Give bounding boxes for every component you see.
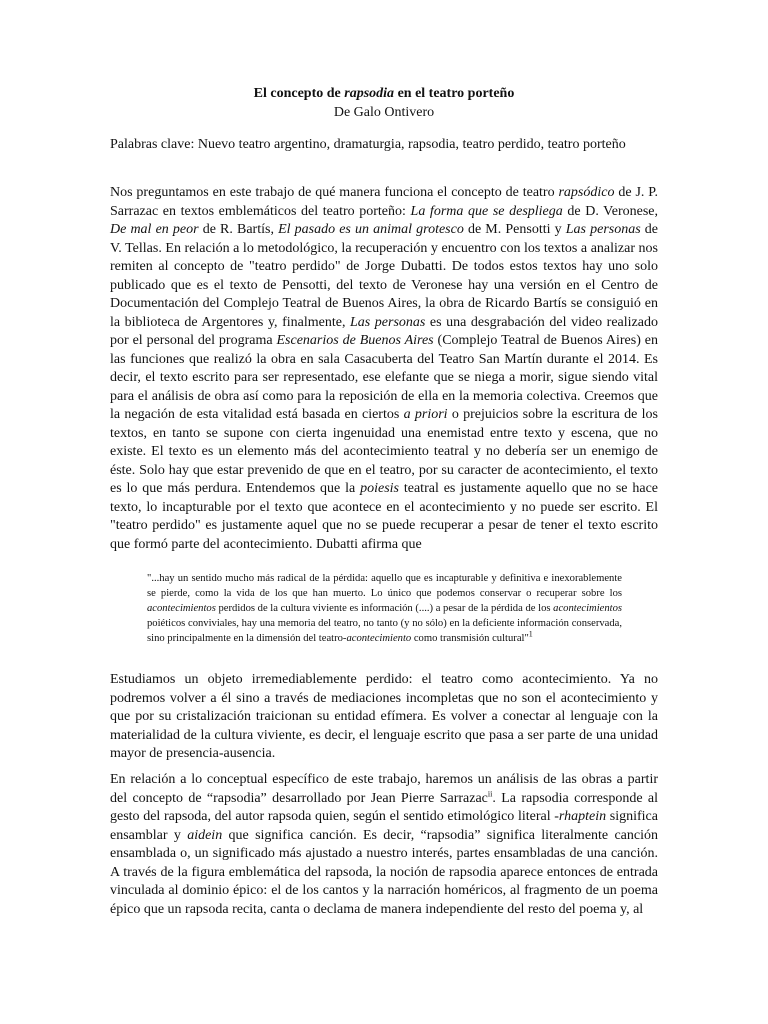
text-run: de D. Veronese, [562, 203, 658, 219]
text-run: o prejuicios sobre la escritura de los textos, en tanto se supone con cierta ingenuidad una enemistad entre texto y escena, que no existe. El texto es un elemento más del acontecimiento teatral y no debería ser un enemigo de éste. Solo hay que estar prevenido de que en el teatro, por su caracter de acontecimiento, el texto es lo que más perdura. Entendemos que la [110, 407, 658, 496]
document-title [0, 84, 768, 122]
italic-run: acontecimientos [147, 603, 216, 614]
paragraph-3 [110, 771, 658, 919]
text-run: . La rapsodia corresponde al gesto del rapsoda, del autor rapsoda quien, según el sentido etimológico literal - [110, 790, 658, 824]
italic-run: Escenarios de Buenos Aires [276, 333, 434, 348]
text-run: significa ensamblar y [110, 809, 658, 843]
text-run: perdidos de la cultura viviente es información (....) a pesar de la pérdida de los [215, 603, 554, 614]
text-run: de M. Pensotti y [463, 222, 566, 237]
text-run: Estudiamos un objeto irremediablemente perdido: el teatro como acontecimiento. Ya no podremos volver a él sino a través de mediaciones incompletas que no son el acontecimiento y que por su cristalización traicionan su entidad efímera. Es volver a conectar al lenguaje con la materialidad de la cultura viviente, es decir, el lenguaje escrito que pasa a ser parte de una unidad mayor de presencia-ausencia. [110, 672, 658, 761]
title-line: El concepto de rapsodia en el teatro porteño [253, 86, 515, 101]
italic-run: La forma que se despliega [410, 203, 563, 219]
italic-run: De mal en peor [110, 222, 199, 237]
footnote-marker: ii [487, 788, 493, 798]
italic-run: Las personas [565, 222, 641, 237]
italic-run: aidein [187, 827, 223, 843]
italic-run: a priori [403, 407, 448, 422]
author-line: De Galo Ontivero [333, 105, 435, 120]
italic-run: El pasado es un animal grotesco [278, 222, 464, 237]
text-run: de R. Bartís, [198, 222, 279, 237]
text-run: poiéticos conviviales, hay una memoria del teatro, no tanto (y no sólo) en la deficiente información conservada, sino principalmente en la dimensión del teatro- [147, 618, 622, 644]
text-run: de V. Tellas. En relación a lo metodológico, la recuperación y encuentro con los textos a analizar nos remiten al concepto de "teatro perdido" de Jorge Dubatti. De todos estos textos hay uno solo publicado que es el texto de Pensotti, del texto de Veronese hay una versión en el Centro de Documentación del Complejo Teatral de Buenos Aires, la obra de Ricardo Bartís se consiguió en la biblioteca de Argentores y, finalmente, [110, 222, 659, 330]
italic-run: poiesis [360, 481, 399, 496]
text-run: como transmisión cultural" [411, 633, 529, 644]
text-run: "...hay un sentido mucho más radical de la pérdida: aquello que es incapturable y definitiva e inexorablemente se pierde, como la vida de los que han muerto. Lo único que podemos conservar o recuperar sobre los [147, 573, 622, 599]
keywords: Palabras clave: Nuevo teatro argentino, dramaturgia, rapsodia, teatro perdido, teatro porteño [110, 137, 626, 152]
block-quote [147, 571, 622, 646]
italic-run: rhaptein [558, 809, 607, 824]
text-run: Nos preguntamos en este trabajo de qué manera funciona el concepto de teatro [110, 185, 559, 200]
text-run: En relación a lo conceptual específico de este trabajo, haremos un análisis de las obras a partir del concepto de “rapsodia” desarrollado por Jean Pierre Sarrazac [110, 772, 658, 806]
text-run: que significa canción. Es decir, “rapsodia” significa literalmente canción ensamblada o, un significado más ajustado a nuestro interés, partes ensambladas de una canción. A través de la figura emblemática del rapsoda, la noción de rapsodia aparece entonces de entrada vinculada al dominio épico: el de los cantos y la narración homéricos, al fragmento de un poema épico que un rapsoda recita, canta o declama de manera independiente del resto del poema y, al [110, 827, 659, 917]
text-run: es una desgrabación del video realizado por el personal del programa [110, 314, 658, 348]
italic-run: Las personas [350, 314, 426, 330]
paragraph-2 [110, 671, 658, 764]
italic-run: rapsódico [558, 185, 615, 200]
italic-run: acontecimiento [346, 633, 412, 644]
footnote-marker: 1 [528, 629, 533, 639]
text-run: de J. P. Sarrazac en textos emblemáticos del teatro porteño: [110, 185, 658, 219]
paragraph-1 [110, 184, 658, 554]
text-run: teatral es justamente aquello que no se hace texto, lo incapturable por el texto que acontece en el acontecimiento y no puede ser escrito. El "teatro perdido" es justamente aquel que no se puede recuperar a pesar de tener el texto escrito que formó parte del acontecimiento. Dubatti afirma que [110, 481, 658, 552]
text-run: (Complejo Teatral de Buenos Aires) en las funciones que realizó la obra en sala Casacuberta del Teatro San Martín durante el 2014. Es decir, el texto escrito para ser representado, ese elefante que se niega a morir, sigue siendo vital para el análisis de obra así como para la reposición de ella en la memoria colectiva. Creemos que la negación de esta vitalidad está basada en ciertos [110, 333, 658, 422]
italic-run: acontecimientos [553, 603, 622, 614]
